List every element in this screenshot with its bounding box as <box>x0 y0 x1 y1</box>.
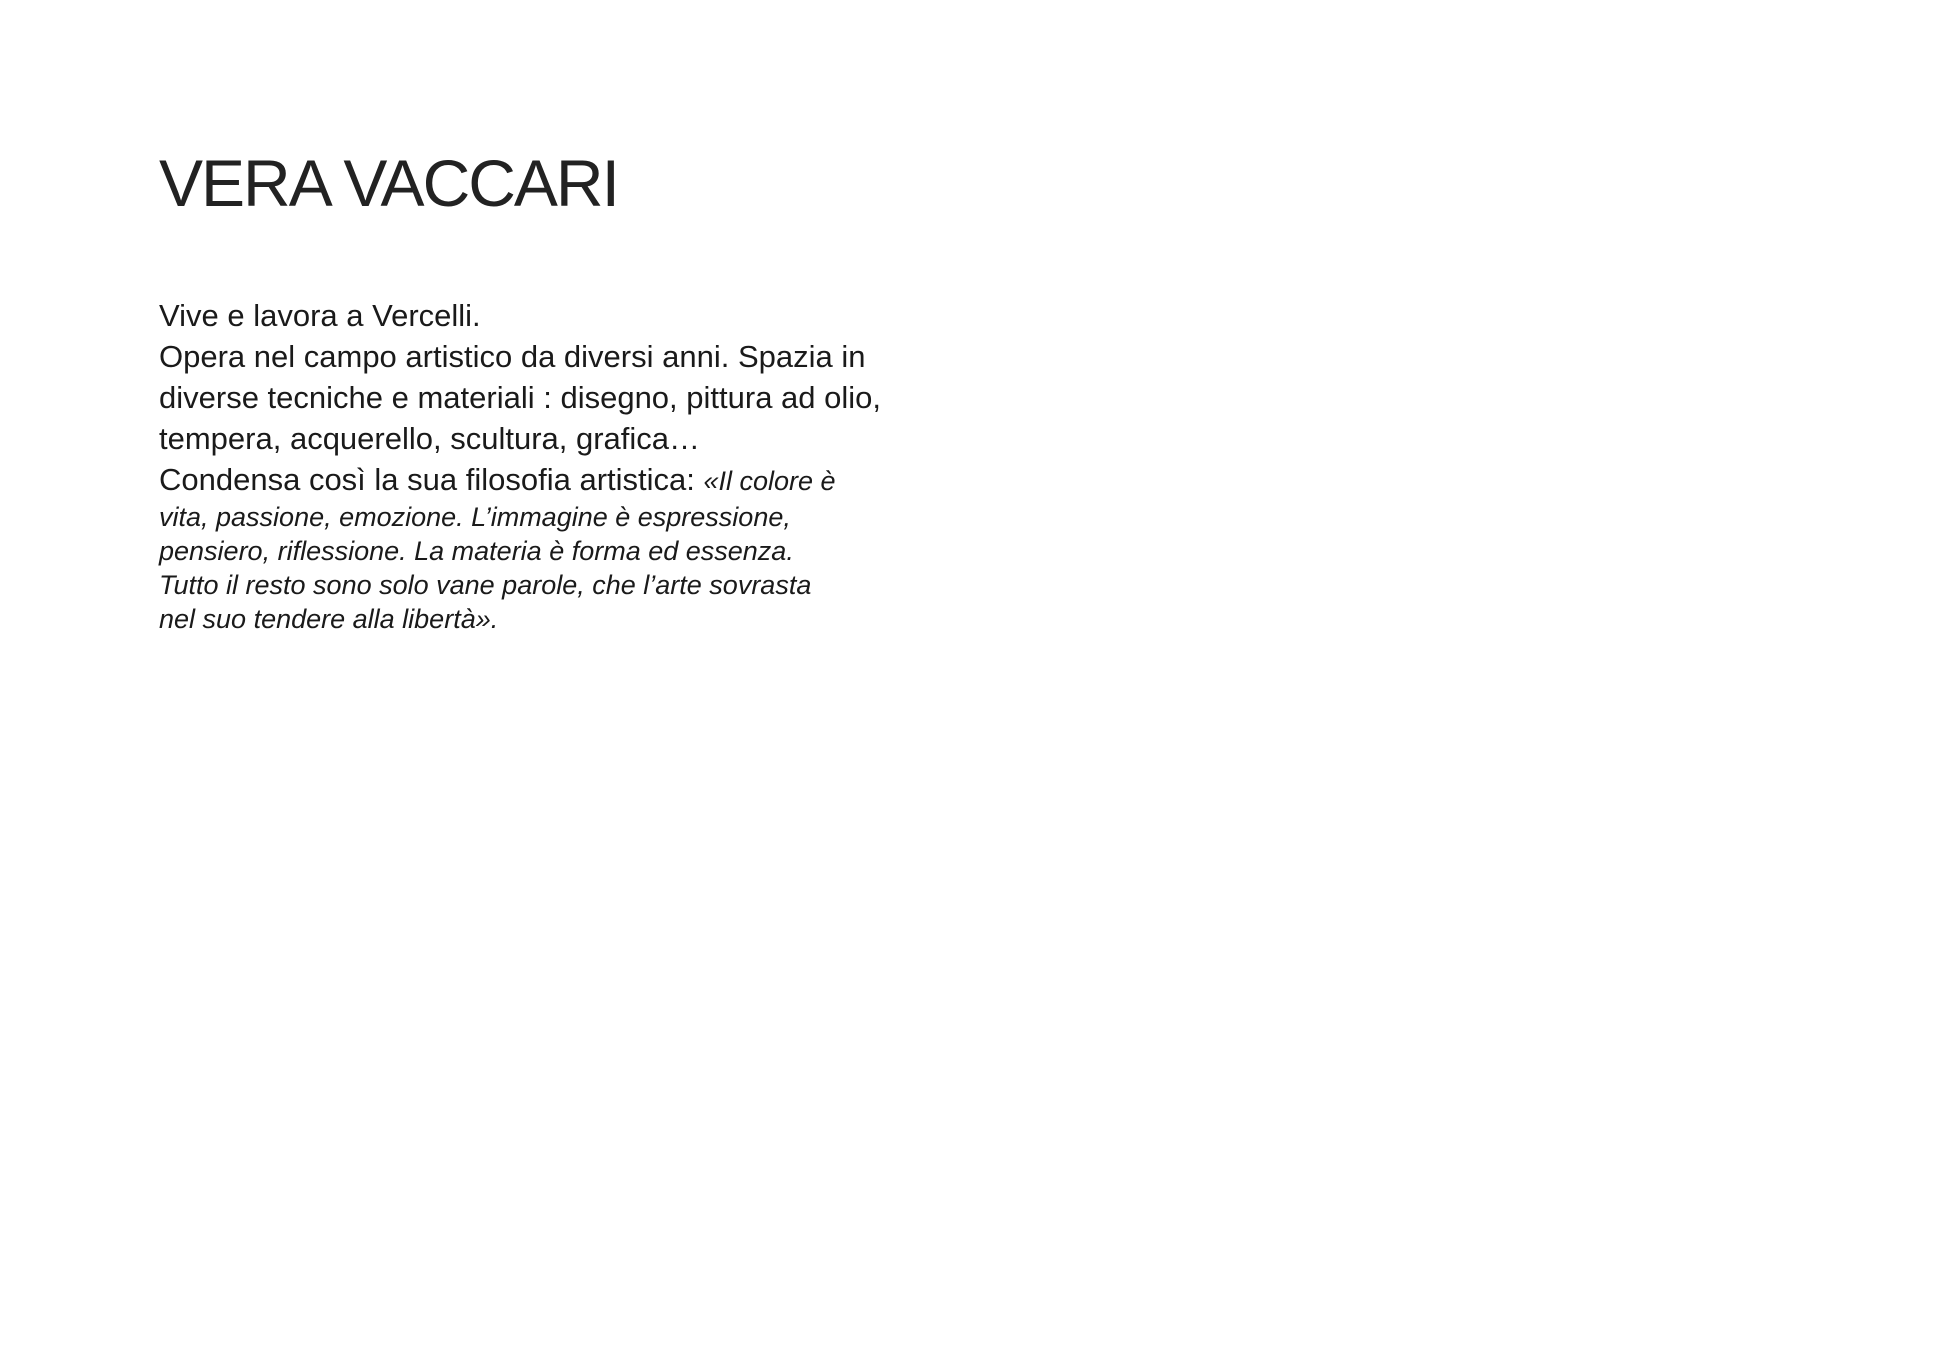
bio-line-philosophy <box>159 459 959 500</box>
philosophy-lead: Condensa così la sua filosofia artistica: <box>159 462 704 497</box>
bio-line-residence: Vive e lavora a Vercelli. <box>159 298 481 333</box>
bio-line-techniques: diverse tecniche e materiali : disegno, pittura ad olio, <box>159 380 882 415</box>
artist-bio <box>159 295 959 636</box>
quote-line: nel suo tendere alla libertà». <box>159 604 499 634</box>
bio-line-media: tempera, acquerello, scultura, grafica… <box>159 421 701 456</box>
quote-line: vita, passione, emozione. L’immagine è espressione, <box>159 502 791 532</box>
page-title: VERA VACCARI <box>159 146 618 220</box>
bio-line-experience: Opera nel campo artistico da diversi anni. Spazia in <box>159 339 866 374</box>
quote-start: «Il colore è <box>703 466 836 496</box>
quote-line: Tutto il resto sono solo vane parole, che l’arte sovrasta <box>159 570 812 600</box>
quote-line: pensiero, riflessione. La materia è forma ed essenza. <box>159 536 794 566</box>
